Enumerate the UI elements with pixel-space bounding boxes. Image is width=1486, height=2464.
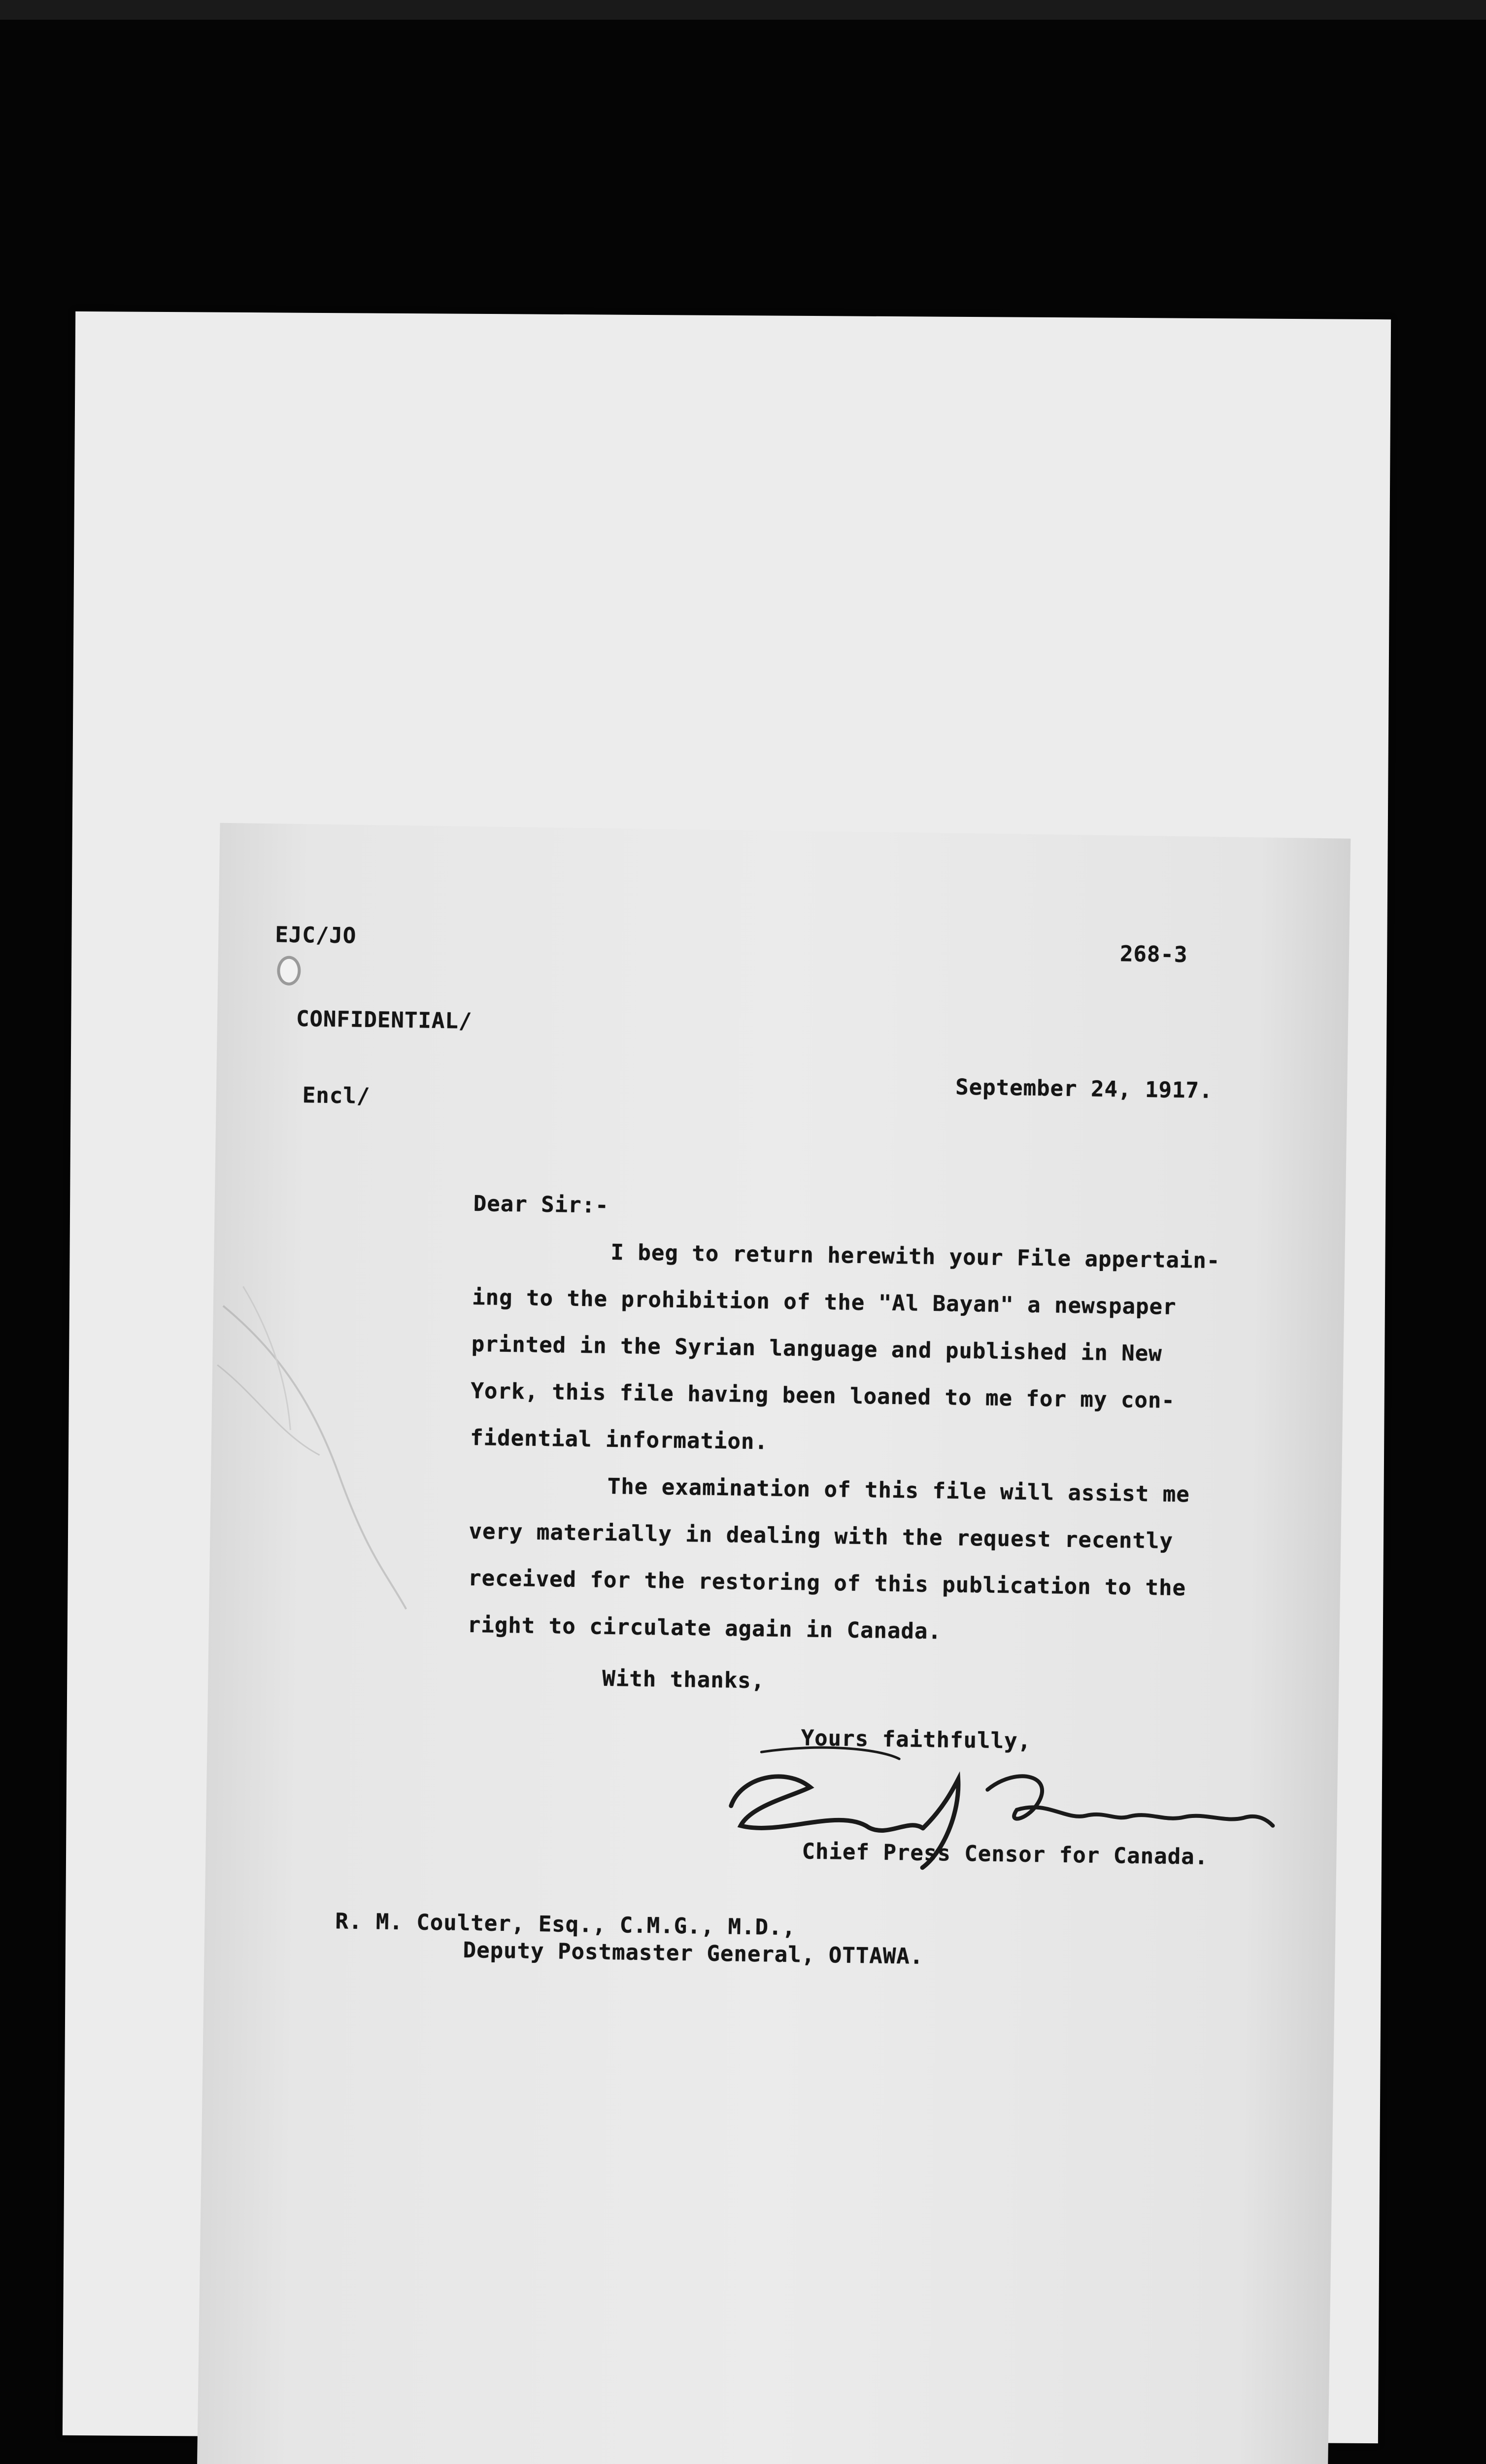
classification-mark: CONFIDENTIAL/ [296,1006,473,1034]
body-line: right to circulate again in Canada. [467,1612,942,1644]
body-line: York, this file having been loaned to me for my con- [471,1378,1176,1413]
body-line: The examination of this file will assist me [607,1473,1190,1507]
body-line: received for the restoring of this publication to the [468,1565,1186,1601]
file-number: 268-3 [1119,941,1188,968]
letter-date: September 24, 1917. [955,1074,1213,1103]
body-line: printed in the Syrian language and published in New [471,1331,1163,1367]
salutation: Dear Sir:- [473,1191,609,1218]
body-line: With thanks, [602,1666,765,1694]
body-line: ing to the prohibition of the "Al Bayan" a newspaper [472,1284,1177,1320]
recipient-office: Deputy Postmaster General, OTTAWA. [463,1937,924,1969]
mounting-sheet [63,311,1391,2443]
enclosure-mark: Encl/ [302,1083,371,1109]
punch-hole [277,956,301,986]
paper-stain [209,1266,421,1614]
reference-initials: EJC/JO [275,922,357,949]
recipient-name: R. M. Coulter, Esq., C.M.G., M.D., [335,1909,796,1941]
closing: Yours faithfully, [801,1725,1032,1754]
signatory-title: Chief Press Censor for Canada. [802,1839,1209,1870]
film-edge [0,0,1486,20]
body-line: I beg to return herewith your File appertain- [610,1239,1220,1274]
body-line: very materially in dealing with the request recently [469,1518,1174,1554]
body-line: fidential information. [470,1425,769,1455]
letter-page [194,823,1351,2464]
